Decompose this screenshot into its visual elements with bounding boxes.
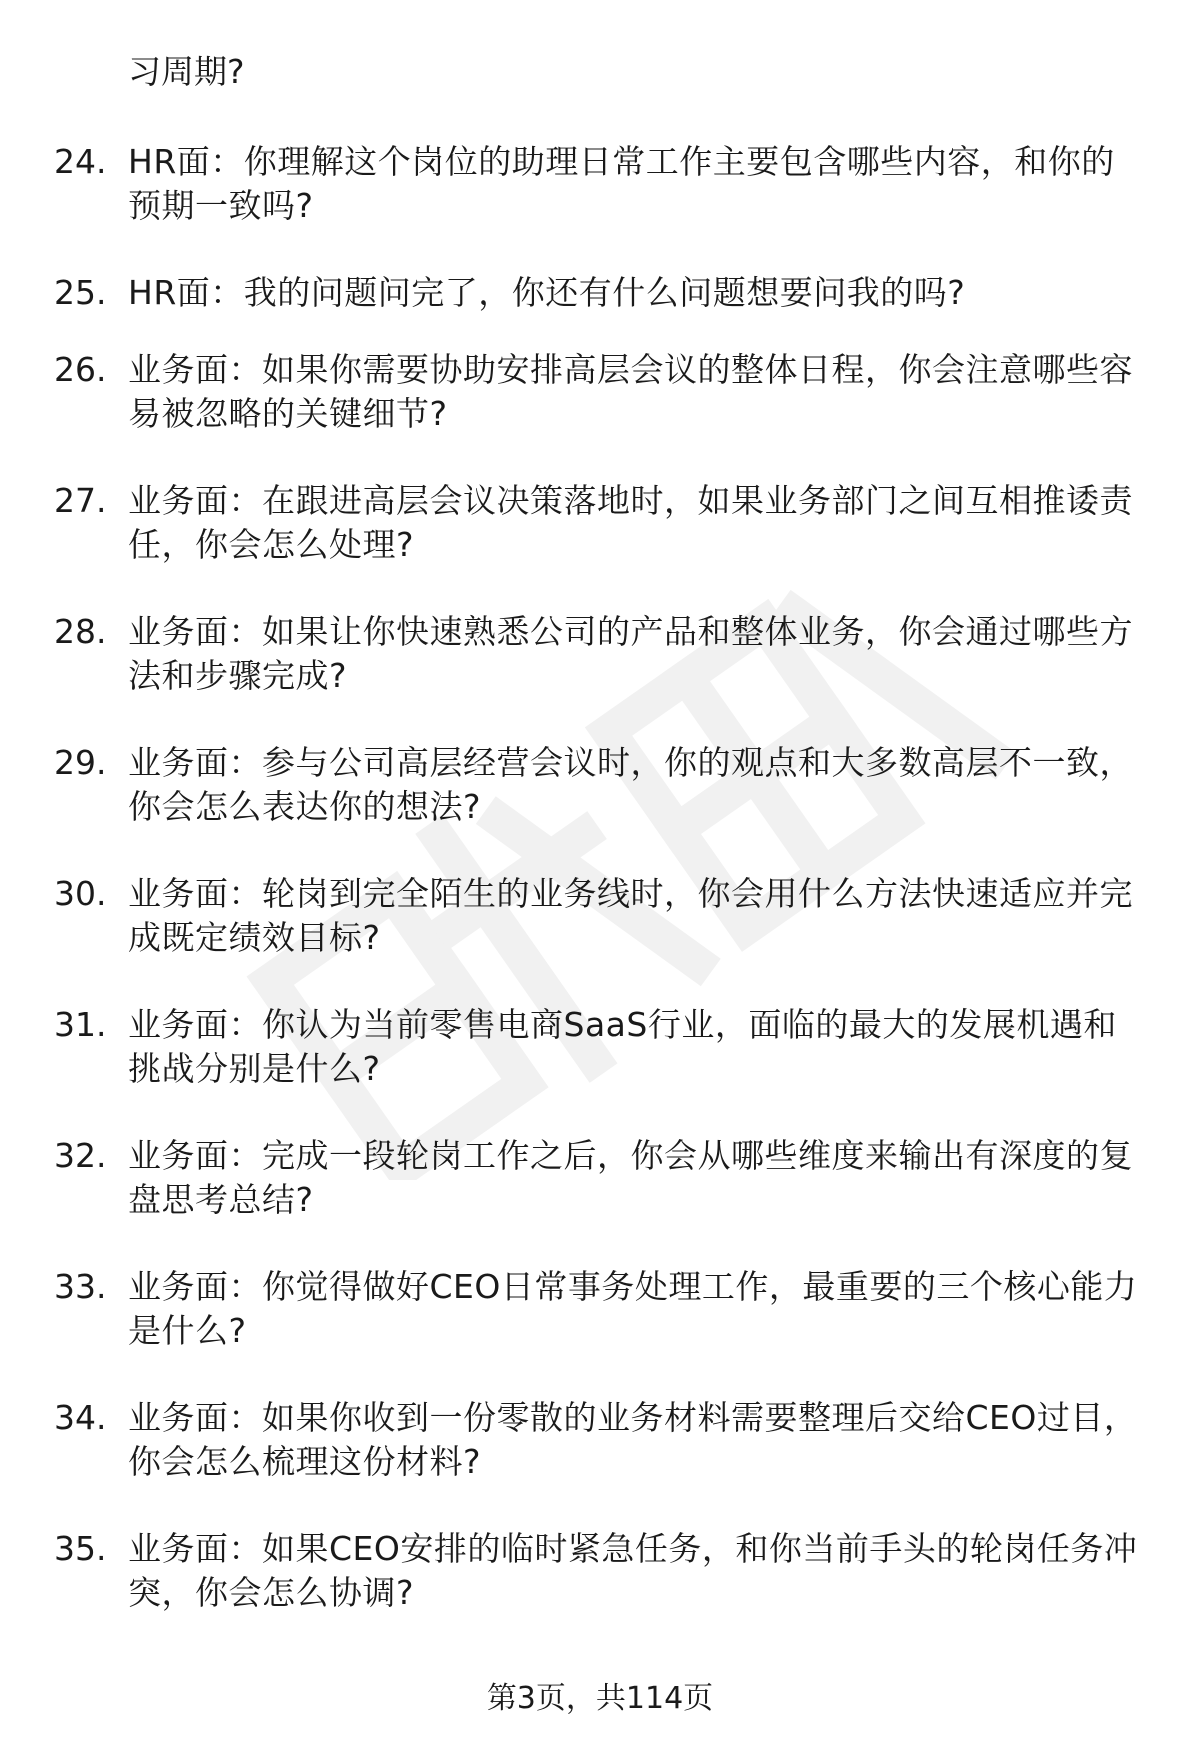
list-item (0, 1265, 1200, 1396)
question-number: 34. (54, 1398, 107, 1437)
question-number: 27. (54, 481, 107, 520)
question-number: 30. (54, 874, 107, 913)
question-number: 32. (54, 1136, 107, 1175)
list-item (0, 1003, 1200, 1134)
question-text: HR面：我的问题问完了，你还有什么问题想要问我的吗? (128, 273, 966, 312)
list-item (0, 1134, 1200, 1265)
question-text: 业务面：如果你需要协助安排高层会议的整体日程，你会注意哪些容易被忽略的关键细节? (128, 350, 1133, 433)
question-number: 33. (54, 1267, 107, 1306)
continuation-text: 习周期? (128, 52, 245, 91)
question-list (0, 140, 1200, 1658)
question-text: 业务面：如果CEO安排的临时紧急任务，和你当前手头的轮岗任务冲突，你会怎么协调? (128, 1529, 1138, 1612)
question-text: 业务面：你认为当前零售电商SaaS行业，面临的最大的发展机遇和挑战分别是什么? (128, 1005, 1117, 1088)
question-number: 31. (54, 1005, 107, 1044)
list-item (0, 741, 1200, 872)
question-number: 29. (54, 743, 107, 782)
question-text: 业务面：轮岗到完全陌生的业务线时，你会用什么方法快速适应并完成既定绩效目标? (128, 874, 1133, 957)
list-item (0, 1396, 1200, 1527)
question-text: HR面：你理解这个岗位的助理日常工作主要包含哪些内容，和你的预期一致吗? (128, 142, 1115, 225)
question-number: 25. (54, 273, 107, 312)
list-item (0, 1527, 1200, 1658)
question-number: 28. (54, 612, 107, 651)
list-item (0, 479, 1200, 610)
question-text: 业务面：完成一段轮岗工作之后，你会从哪些维度来输出有深度的复盘思考总结? (128, 1136, 1133, 1219)
question-text: 业务面：你觉得做好CEO日常事务处理工作，最重要的三个核心能力是什么? (128, 1267, 1138, 1350)
list-item (0, 610, 1200, 741)
question-text: 业务面：参与公司高层经营会议时，你的观点和大多数高层不一致，你会怎么表达你的想法? (128, 743, 1133, 826)
question-text: 业务面：如果你收到一份零散的业务材料需要整理后交给CEO过目，你会怎么梳理这份材料? (128, 1398, 1138, 1481)
list-item (0, 140, 1200, 271)
list-item (0, 872, 1200, 1003)
question-text: 业务面：在跟进高层会议决策落地时，如果业务部门之间互相推诿责任，你会怎么处理? (128, 481, 1133, 564)
list-item (0, 348, 1200, 479)
question-number: 24. (54, 142, 107, 181)
question-text: 业务面：如果让你快速熟悉公司的产品和整体业务，你会通过哪些方法和步骤完成? (128, 612, 1133, 695)
question-number: 26. (54, 350, 107, 389)
question-number: 35. (54, 1529, 107, 1568)
list-item (0, 271, 1200, 348)
page-footer: 第3页，共114页 (486, 1681, 714, 1716)
